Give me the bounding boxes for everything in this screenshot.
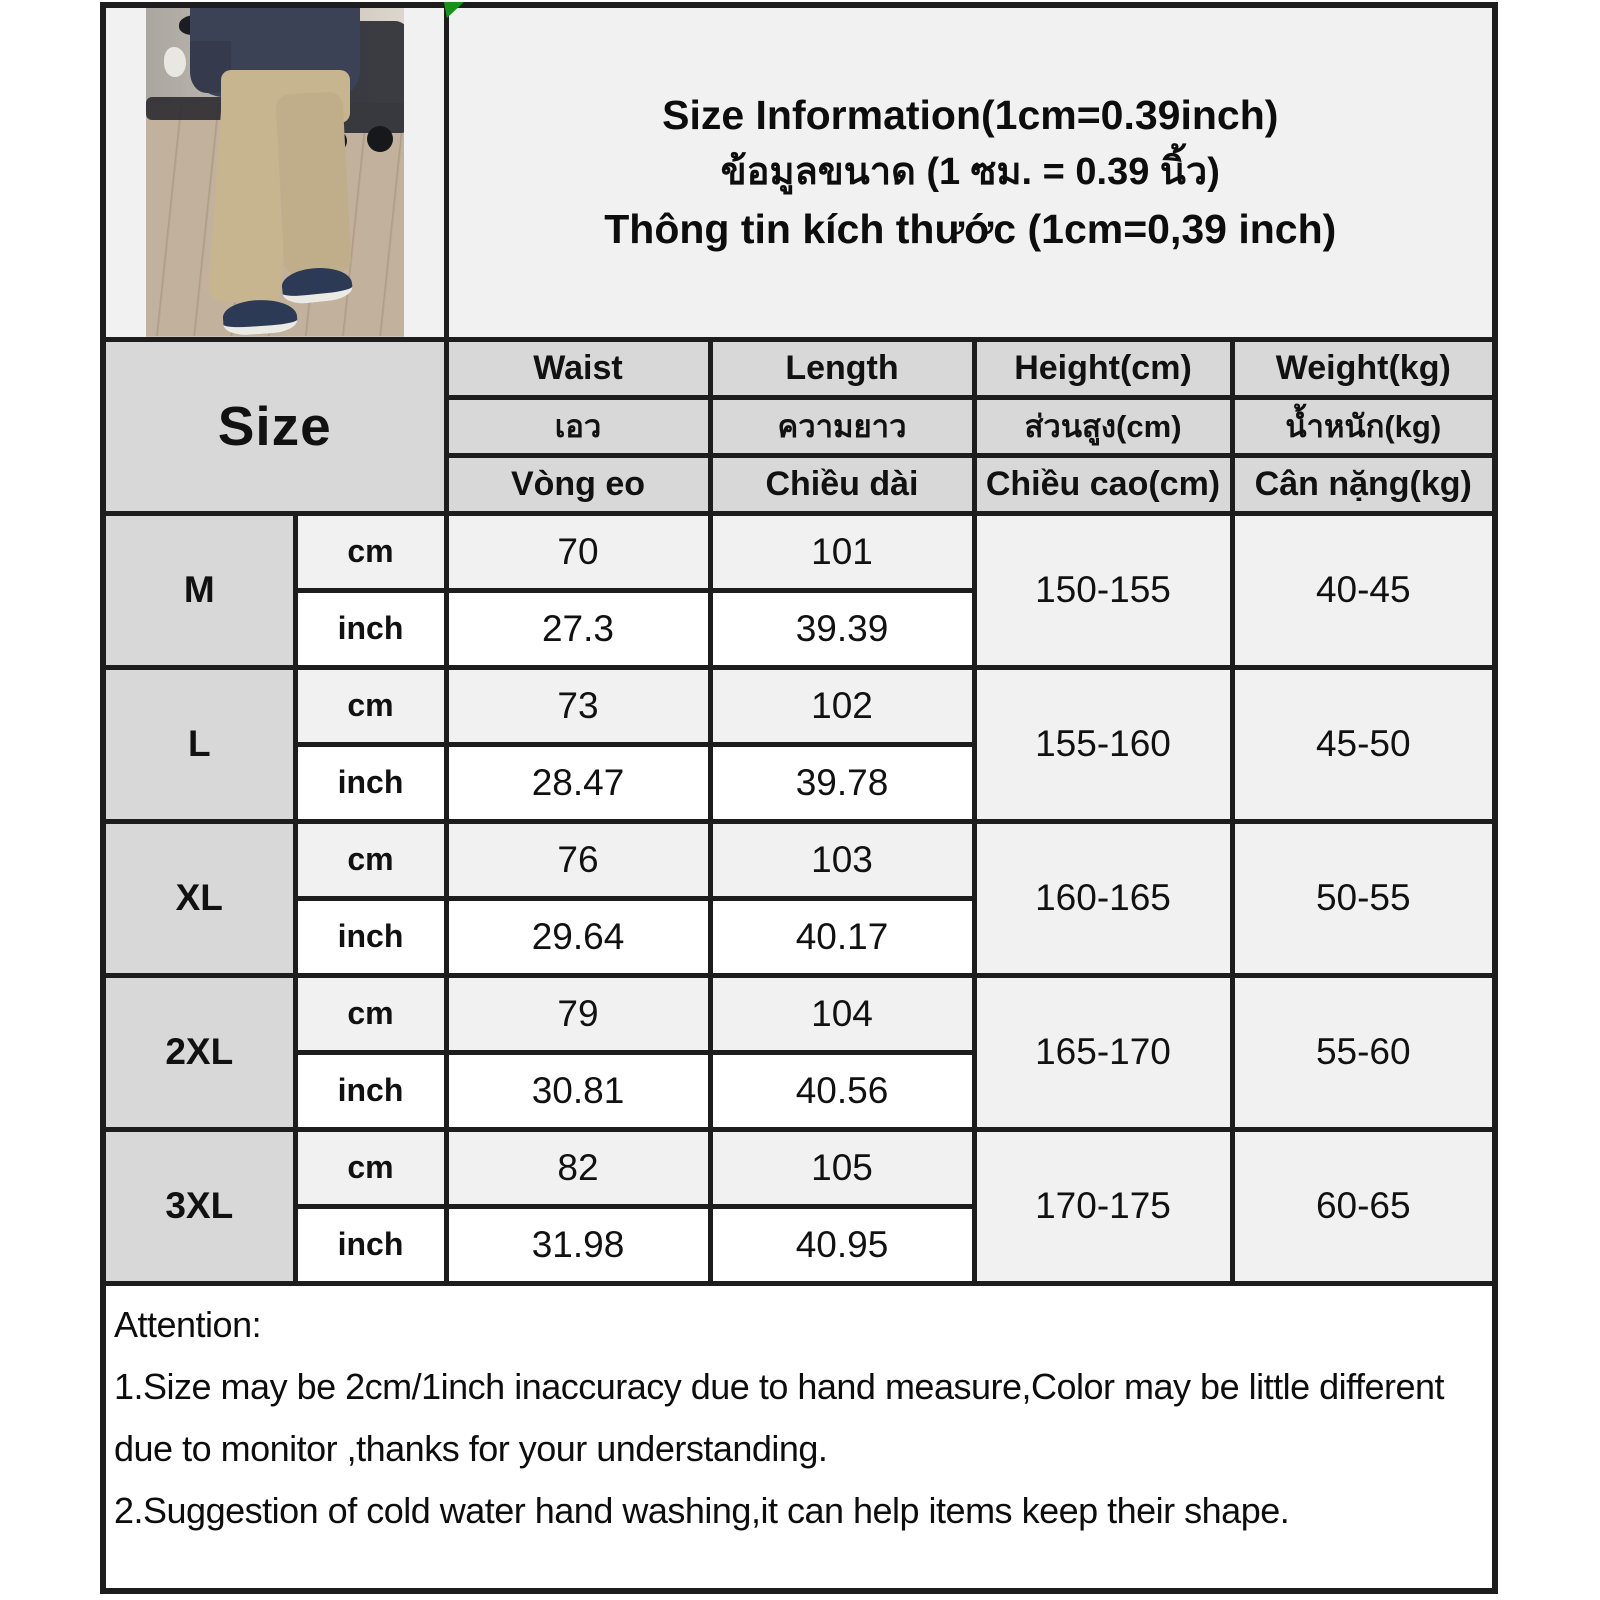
length-inch-2xl: 40.56 — [710, 1052, 974, 1129]
unit-cm: cm — [295, 975, 446, 1052]
header-weight-th: น้ำหนัก(kg) — [1232, 397, 1495, 455]
height-3xl: 170-175 — [974, 1129, 1232, 1283]
weight-xl: 50-55 — [1232, 821, 1495, 975]
waist-cm-3xl: 82 — [446, 1129, 710, 1206]
length-inch-l: 39.78 — [710, 744, 974, 821]
title-vietnamese: Thông tin kích thước (1cm=0,39 inch) — [604, 205, 1337, 252]
unit-inch: inch — [295, 1206, 446, 1283]
header-waist-th: เอว — [446, 397, 710, 455]
length-inch-xl: 40.17 — [710, 898, 974, 975]
height-2xl: 165-170 — [974, 975, 1232, 1129]
length-cm-3xl: 105 — [710, 1129, 974, 1206]
header-waist-en: Waist — [446, 339, 710, 397]
unit-inch: inch — [295, 898, 446, 975]
waist-inch-xl: 29.64 — [446, 898, 710, 975]
weight-m: 40-45 — [1232, 513, 1495, 667]
length-cm-2xl: 104 — [710, 975, 974, 1052]
height-l: 155-160 — [974, 667, 1232, 821]
length-inch-m: 39.39 — [710, 590, 974, 667]
unit-cm: cm — [295, 513, 446, 590]
header-weight-en: Weight(kg) — [1232, 339, 1495, 397]
waist-cm-2xl: 79 — [446, 975, 710, 1052]
header-height-th: ส่วนสูง(cm) — [974, 397, 1232, 455]
header-waist-vi: Vòng eo — [446, 455, 710, 513]
attention-note-1: 1.Size may be 2cm/1inch inaccuracy due to hand measure,Color may be little different due to monitor ,thanks for your understanding. — [114, 1365, 1445, 1469]
header-length-vi: Chiều dài — [710, 455, 974, 513]
header-weight-vi: Cân nặng(kg) — [1232, 455, 1495, 513]
size-column-header: Size — [103, 339, 446, 513]
unit-cm: cm — [295, 1129, 446, 1206]
length-cm-m: 101 — [710, 513, 974, 590]
size-table — [100, 2, 1498, 1594]
header-height-en: Height(cm) — [974, 339, 1232, 397]
attention-note-2: 2.Suggestion of cold water hand washing,it can help items keep their shape. — [114, 1489, 1290, 1531]
unit-cm: cm — [295, 821, 446, 898]
attention-section — [103, 1283, 1495, 1591]
weight-l: 45-50 — [1232, 667, 1495, 821]
length-cm-l: 102 — [710, 667, 974, 744]
header-length-th: ความยาว — [710, 397, 974, 455]
waist-cm-l: 73 — [446, 667, 710, 744]
size-label-2xl: 2XL — [103, 975, 295, 1129]
photo-pants-right-leg — [275, 92, 351, 276]
weight-3xl: 60-65 — [1232, 1129, 1495, 1283]
size-label-3xl: 3XL — [103, 1129, 295, 1283]
size-label-l: L — [103, 667, 295, 821]
weight-2xl: 55-60 — [1232, 975, 1495, 1129]
header-height-vi: Chiều cao(cm) — [974, 455, 1232, 513]
waist-cm-xl: 76 — [446, 821, 710, 898]
title-thai: ข้อมูลขนาด (1 ซม. = 0.39 นิ้ว) — [720, 150, 1220, 193]
product-photo — [146, 8, 404, 337]
title-english: Size Information(1cm=0.39inch) — [662, 91, 1279, 138]
photo-white-object — [164, 47, 186, 77]
attention-heading: Attention: — [114, 1303, 262, 1345]
size-label-m: M — [103, 513, 295, 667]
product-photo-cell — [103, 5, 446, 339]
unit-cm: cm — [295, 667, 446, 744]
waist-cm-m: 70 — [446, 513, 710, 590]
header-length-en: Length — [710, 339, 974, 397]
length-inch-3xl: 40.95 — [710, 1206, 974, 1283]
unit-inch: inch — [295, 590, 446, 667]
waist-inch-3xl: 31.98 — [446, 1206, 710, 1283]
height-xl: 160-165 — [974, 821, 1232, 975]
height-m: 150-155 — [974, 513, 1232, 667]
waist-inch-m: 27.3 — [446, 590, 710, 667]
size-label-xl: XL — [103, 821, 295, 975]
waist-inch-2xl: 30.81 — [446, 1052, 710, 1129]
title-block — [446, 5, 1495, 339]
unit-inch: inch — [295, 744, 446, 821]
waist-inch-l: 28.47 — [446, 744, 710, 821]
length-cm-xl: 103 — [710, 821, 974, 898]
unit-inch: inch — [295, 1052, 446, 1129]
